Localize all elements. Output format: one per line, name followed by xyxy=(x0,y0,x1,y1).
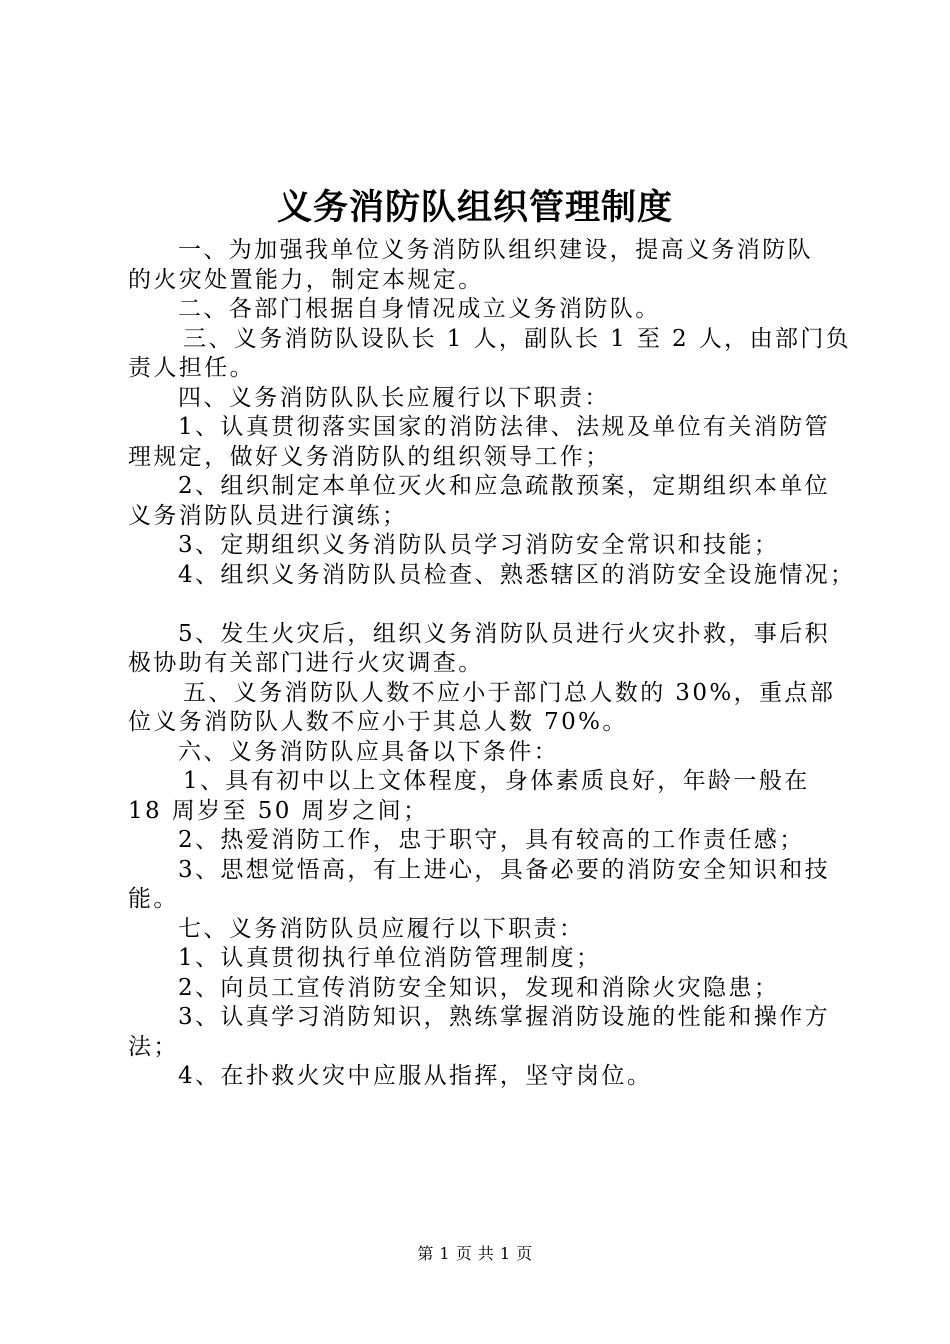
paragraph-line: 三、义务消防队设队长 1 人，副队长 1 至 2 人，由部门负 xyxy=(183,325,852,352)
paragraph-line: 3、认真学习消防知识，熟练掌握消防设施的性能和操作方 xyxy=(178,1004,831,1030)
paragraph-line: 理规定，做好义务消防队的组织领导工作； xyxy=(128,443,611,470)
paragraph-line: 五、义务消防队人数不应小于部门总人数的 30%，重点部 xyxy=(183,679,836,706)
document-title: 义务消防队组织管理制度 xyxy=(276,187,673,228)
paragraph-line: 1、认真贯彻执行单位消防管理制度； xyxy=(178,945,602,971)
paragraph-line: 2、向员工宣传消防安全知识，发现和消除火灾隐患； xyxy=(178,974,780,1001)
paragraph-line: 1、认真贯彻落实国家的消防法律、法规及单位有关消防管 xyxy=(178,414,831,440)
paragraph-line: 3、定期组织义务消防队员学习消防安全常识和技能； xyxy=(178,532,780,558)
paragraph-line: 六、义务消防队应具备以下条件： xyxy=(178,738,559,765)
paragraph-line: 的火灾处置能力，制定本规定。 xyxy=(128,266,484,293)
paragraph-line: 极协助有关部门进行火灾调查。 xyxy=(128,650,484,676)
document-body xyxy=(128,236,856,1092)
paragraph-line: 法； xyxy=(128,1033,179,1060)
paragraph-line: 责人担任。 xyxy=(128,355,255,381)
paragraph-line: 1、具有初中以上文体程度，身体素质良好，年龄一般在 xyxy=(183,768,810,794)
paragraph-line: 二、各部门根据自身情况成立义务消防队。 xyxy=(178,296,661,322)
paragraph-line: 四、义务消防队队长应履行以下职责： xyxy=(178,384,610,411)
paragraph-line: 3、思想觉悟高，有上进心，具备必要的消防安全知识和技 xyxy=(178,856,831,883)
paragraph-line: 位义务消防队人数不应小于其总人数 70%。 xyxy=(128,709,628,735)
paragraph-line: 5、发生火灾后，组织义务消防队员进行火灾扑救，事后积 xyxy=(178,620,831,647)
paragraph-line: 2、组织制定本单位灭火和应急疏散预案，定期组织本单位 xyxy=(178,473,831,499)
paragraph-line: 4、组织义务消防队员检查、熟悉辖区的消防安全设施情况； xyxy=(178,561,856,588)
blank-line xyxy=(128,590,840,620)
paragraph-line: 一、为加强我单位义务消防队组织建设，提高义务消防队 xyxy=(178,237,813,263)
paragraph-line: 18 周岁至 50 周岁之间； xyxy=(128,797,429,824)
page-number-footer: 第 1 页 共 1 页 xyxy=(417,1244,533,1263)
paragraph-line: 2、热爱消防工作，忠于职守，具有较高的工作责任感； xyxy=(178,827,805,853)
paragraph-line: 4、在扑救火灾中应服从指挥，坚守岗位。 xyxy=(178,1063,653,1089)
paragraph-line: 七、义务消防队员应履行以下职责： xyxy=(178,915,585,942)
paragraph-line: 能。 xyxy=(128,886,179,912)
paragraph-line: 义务消防队员进行演练； xyxy=(128,502,408,529)
